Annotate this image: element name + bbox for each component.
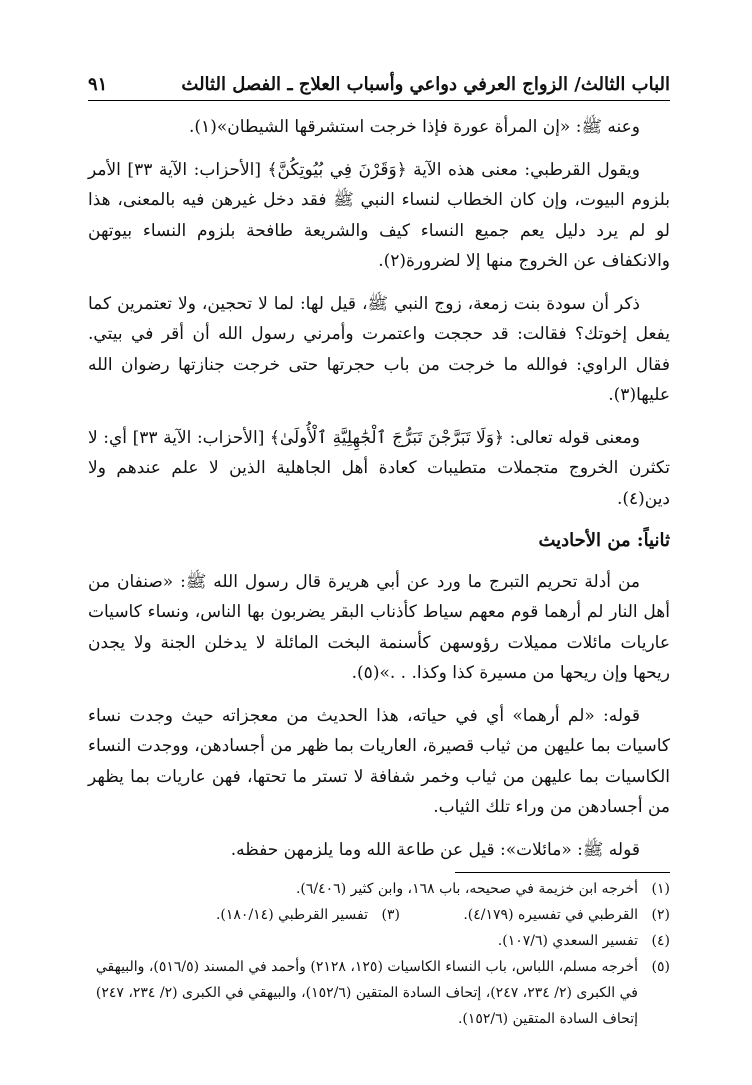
paragraph-2: ويقول القرطبي: معنى هذه الآية ﴿وَقَرْنَ فِي بُيُوتِكُنَّ﴾ [الأحزاب: الآية ٣٣] الأمر بلزوم البيوت، وإن كان الخطاب لنساء النبي ﷺ فقد دخل غيرهن فيه بالمعنى، هذا لو لم يرد دليل يعم جميع النساء كيف والشريعة طافحة بلزوم النساء بيوتهن والانكفاف عن الخروج منها إلا لضرورة(٢). — [88, 159, 670, 271]
footnote-2-3 — [88, 902, 670, 928]
footnote-1 — [88, 876, 670, 902]
paragraph-5: من أدلة تحريم التبرج ما ورد عن أبي هريرة قال رسول الله ﷺ: «صنفان من أهل النار لم أرهما قوم معهم سياط كأذناب البقر يضربون بها الناس، ونساء كاسيات عاريات مائلات مميلات رؤوسهن كأسنمة البخت المائلة لا يدخلن الجنة ولا يجدن ريحها وإن ريحها من مسيرة كذا وكذا. . .»(٥). — [88, 571, 670, 683]
footnote-text: أخرجه ابن خزيمة في صحيحه، باب ١٦٨، وابن كثير (٦/٤٠٦). — [295, 881, 638, 897]
footnotes — [88, 876, 670, 1032]
paragraph-6: قوله: «لم أرهما» أي في حياته، هذا الحديث من معجزاته حيث وجدت نساء كاسيات بما عليهن من ثياب قصيرة، العاريات بما ظهر من أجسادهن، ووجدت النساء الكاسيات بما عليهن من ثياب وخمر شفافة لا تستر ما تحتها، فهن عاريات بما يظهر من أجسادهن من وراء تلك الثياب. — [88, 705, 670, 817]
footnote-text: تفسير القرطبي (١٨٠/١٤). — [215, 907, 368, 923]
footnote-number: (٢) — [651, 907, 670, 923]
chapter-title: الباب الثالث/ الزواج العرفي دواعي وأسباب العلاج ـ الفصل الثالث — [181, 73, 670, 95]
footnote-5 — [88, 954, 670, 1032]
footnote-text: أخرجه مسلم، اللباس، باب النساء الكاسيات (١٢٥، ٢١٢٨) وأحمد في المسند (٥١٦/٥)، والبيهقي في الكبرى (٢/ ٢٣٤، ٢٤٧)، إتحاف السادة المتقين (١٥٢/٦)، والبيهقي في الكبرى (٢/ ٢٣٤، ٢٤٧) إتحاف السادة المتقين (١٥٢/٦). — [95, 959, 638, 1027]
footnote-number: (٥) — [651, 959, 670, 975]
page-number: ٩١ — [88, 73, 108, 95]
footnote-text: القرطبي في تفسيره (٤/١٧٩). — [463, 907, 638, 923]
section-heading: ثانياً: من الأحاديث — [538, 530, 670, 551]
footnote-number: (٤) — [651, 933, 670, 949]
main-text — [88, 112, 670, 877]
footnote-number: (١) — [651, 881, 670, 897]
footnote-3 — [216, 902, 400, 928]
footnote-text: تفسير السعدي (١٠٧/٦). — [497, 933, 638, 949]
paragraph-3: ذكر أن سودة بنت زمعة، زوج النبي ﷺ، قيل لها: لما لا تحجين، ولا تعتمرين كما يفعل إخوتك؟ فقالت: قد حججت واعتمرت وأمرني رسول الله أن أقر في بيتي. فقال الراوي: فوالله ما خرجت من باب حجرتها حتى خرجت جنازتها رضوان الله عليها(٣). — [88, 293, 670, 405]
paragraph-1: وعنه ﷺ: «إن المرأة عورة فإذا خرجت استشرقها الشيطان»(١). — [189, 117, 640, 137]
paragraph-7: قوله ﷺ: «مائلات»: قيل عن طاعة الله وما يلزمهن حفظه. — [230, 839, 640, 860]
footnote-4 — [88, 928, 670, 954]
footnote-number: (٣) — [381, 907, 400, 923]
footnote-rule — [455, 872, 670, 873]
running-header — [88, 68, 670, 101]
footnote-2 — [400, 902, 670, 928]
paragraph-4: ومعنى قوله تعالى: ﴿وَلَا تَبَرَّجْنَ تَبَرُّجَ ٱلْجَٰهِلِيَّةِ ٱلْأُولَىٰ﴾ [الأحزاب: الآية ٣٣] أي: لا تكثرن الخروج متجملات متطيبات كعادة أهل الجاهلية الذين لا علم عندهم ولا دين(٤). — [88, 427, 670, 509]
